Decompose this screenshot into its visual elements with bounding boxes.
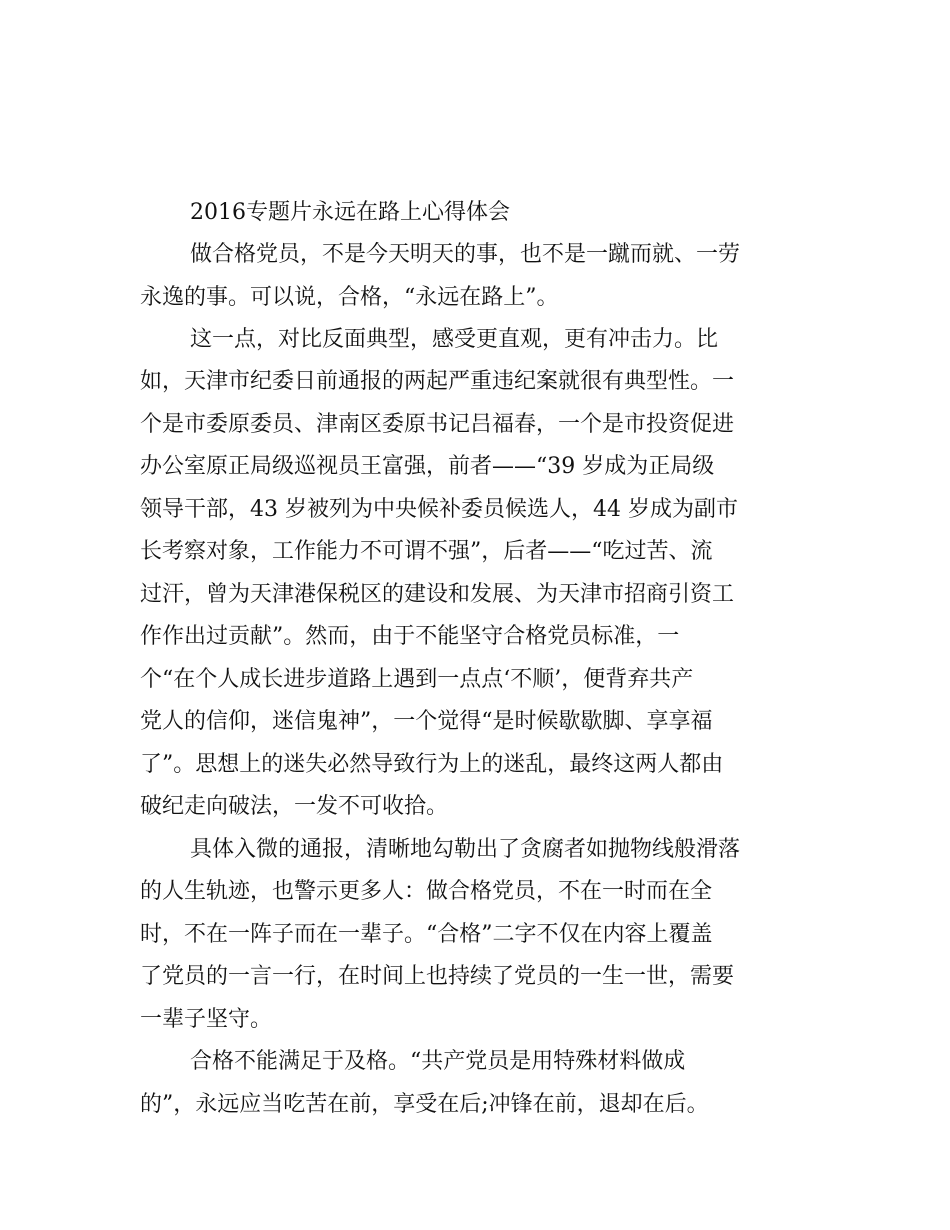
paragraph-line: 个是市委原委员、津南区委原书记吕福春，一个是市投资促进 — [140, 412, 735, 437]
paragraph-line: 长考察对象，工作能力不可谓不强”，后者——“吃过苦、流 — [140, 539, 713, 564]
paragraph-line: 做合格党员，不是今天明天的事，也不是一蹴而就、一劳 — [190, 242, 741, 267]
paragraph-line: 个“在个人成长进步道路上遇到一点点‘不顺’，便背弃共产 — [140, 667, 694, 692]
paragraph-line: 时，不在一阵子而在一辈子。“合格”二字不仅在内容上覆盖 — [140, 922, 713, 947]
paragraph-line: 的”，永远应当吃苦在前，享受在后;冲锋在前，退却在后。 — [140, 1092, 709, 1117]
paragraph-line: 永逸的事。可以说，合格，“永远在路上”。 — [140, 285, 559, 310]
paragraph-line: 了”。思想上的迷失必然导致行为上的迷乱，最终这两人都由 — [140, 752, 724, 777]
paragraph-line: 过汗，曾为天津港保税区的建设和发展、为天津市招商引资工 — [140, 582, 735, 607]
paragraph-line: 党人的信仰，迷信鬼神”，一个觉得“是时候歇歇脚、享享福 — [140, 709, 713, 734]
paragraph-line: 办公室原正局级巡视员王富强，前者——“39 岁成为正局级 — [140, 454, 715, 479]
paragraph-line: 一辈子坚守。 — [140, 1007, 273, 1032]
paragraph-line: 如，天津市纪委日前通报的两起严重违纪案就很有典型性。一 — [140, 369, 735, 394]
paragraph-line: 具体入微的通报，清晰地勾勒出了贪腐者如抛物线般滑落 — [190, 837, 741, 862]
paragraph-line: 领导干部，43 岁被列为中央候补委员候选人，44 岁成为副市 — [140, 497, 738, 522]
paragraph-line: 合格不能满足于及格。“共产党员是用特殊材料做成 — [190, 1049, 686, 1074]
paragraph-line: 了党员的一言一行，在时间上也持续了党员的一生一世，需要 — [140, 964, 735, 989]
paragraph-line: 作作出过贡献”。然而，由于不能坚守合格党员标准，一 — [140, 624, 680, 649]
paragraph-line: 这一点，对比反面典型，感受更直观，更有冲击力。比 — [190, 327, 719, 352]
paragraph-line: 破纪走向破法，一发不可收拾。 — [140, 794, 449, 819]
paragraph-line: 的人生轨迹，也警示更多人：做合格党员，不在一时而在全 — [140, 879, 713, 904]
document-title: 2016专题片永远在路上心得体会 — [190, 200, 510, 225]
